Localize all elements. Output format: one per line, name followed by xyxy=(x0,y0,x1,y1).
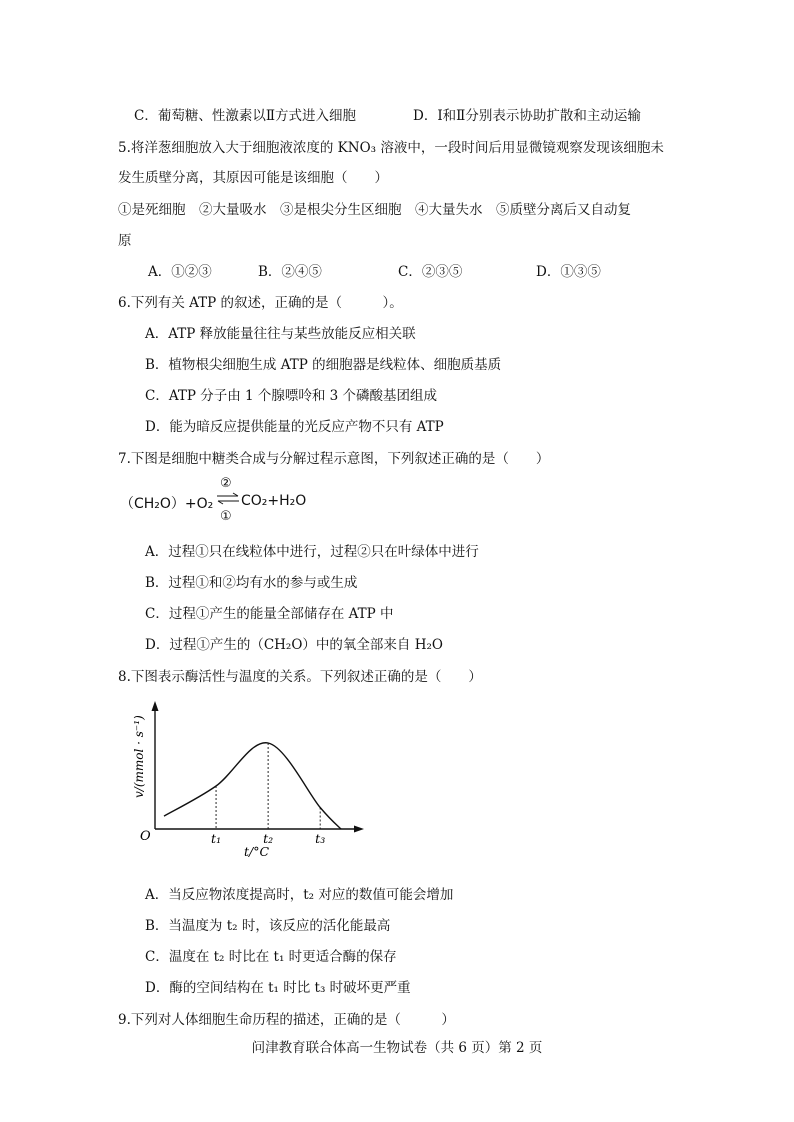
y-axis-arrow xyxy=(152,701,159,711)
x-axis-label: t/°C xyxy=(244,844,270,859)
q5-option-a: A．①②③ xyxy=(148,264,212,280)
q5-stem-line1: 5.将洋葱细胞放入大于细胞液浓度的 KNO₃ 溶液中，一段时间后用显微镜观察发现该细胞未 xyxy=(118,140,664,156)
page-footer: 问津教育联合体高一生物试卷（共 6 页）第 2 页 xyxy=(251,1040,543,1056)
q7-equation-left: （CH₂O）+O₂ xyxy=(120,496,214,512)
q6-option-d: D．能为暗反应提供能量的光反应产物不只有 ATP xyxy=(145,419,444,435)
activity-curve xyxy=(164,743,341,829)
q8-option-d: D．酶的空间结构在 t₁ 时比 t₃ 时破坏更严重 xyxy=(145,980,411,996)
x-tick-label: t₂ xyxy=(263,831,274,846)
q7-stem: 7.下图是细胞中糖类合成与分解过程示意图，下列叙述正确的是（ ） xyxy=(118,451,550,467)
q7-equation-process-2: ② xyxy=(220,476,232,491)
q7-equation-right: CO₂+H₂O xyxy=(241,493,307,509)
q5-items-line1: ①是死细胞 ②大量吸水 ③是根尖分生区细胞 ④大量失水 ⑤质壁分离后又自动复 xyxy=(118,202,631,218)
q5-stem-line2: 发生质壁分离，其原因可能是该细胞（ ） xyxy=(118,170,388,186)
q5-option-d: D．①③⑤ xyxy=(536,264,601,280)
q7-option-a: A．过程①只在线粒体中进行，过程②只在叶绿体中进行 xyxy=(145,544,479,560)
q7-option-d: D．过程①产生的（CH₂O）中的氧全部来自 H₂O xyxy=(145,637,443,653)
enzyme-activity-chart xyxy=(126,698,366,868)
q6-option-b: B．植物根尖细胞生成 ATP 的细胞器是线粒体、细胞质基质 xyxy=(145,357,502,373)
x-tick-label: t₁ xyxy=(211,831,222,846)
q5-option-c: C．②③⑤ xyxy=(398,264,463,280)
q8-stem: 8.下图表示酶活性与温度的关系。下列叙述正确的是（ ） xyxy=(118,669,482,685)
q7-option-c: C．过程①产生的能量全部储存在 ATP 中 xyxy=(145,606,394,622)
q8-option-c: C．温度在 t₂ 时比在 t₁ 时更适合酶的保存 xyxy=(145,949,397,965)
q6-option-a: A．ATP 释放能量往往与某些放能反应相关联 xyxy=(145,326,416,342)
q7-equation-process-1: ① xyxy=(220,509,232,524)
q4-option-c: C．葡萄糖、性激素以Ⅱ方式进入细胞 xyxy=(134,108,357,124)
q7-option-b: B．过程①和②均有水的参与或生成 xyxy=(145,575,358,591)
x-axis-arrow xyxy=(354,826,364,833)
origin-label: O xyxy=(140,829,151,844)
q5-option-b: B．②④⑤ xyxy=(258,264,322,280)
q9-stem: 9.下列对人体细胞生命历程的描述，正确的是（ ） xyxy=(118,1012,455,1028)
y-axis-label: v/(mmol · s⁻¹) xyxy=(132,715,146,798)
x-tick-label: t₃ xyxy=(315,831,326,846)
q8-option-a: A．当反应物浓度提高时，t₂ 对应的数值可能会增加 xyxy=(145,887,454,903)
q4-option-d: D．Ⅰ和Ⅱ分别表示协助扩散和主动运输 xyxy=(413,108,641,124)
reversible-arrow-icon xyxy=(216,492,240,506)
q5-items-line2: 原 xyxy=(118,233,132,249)
q6-option-c: C．ATP 分子由 1 个腺嘌呤和 3 个磷酸基团组成 xyxy=(145,388,438,404)
q8-option-b: B．当温度为 t₂ 时，该反应的活化能最高 xyxy=(145,918,391,934)
q6-stem: 6.下列有关 ATP 的叙述，正确的是（ ）。 xyxy=(118,295,403,311)
